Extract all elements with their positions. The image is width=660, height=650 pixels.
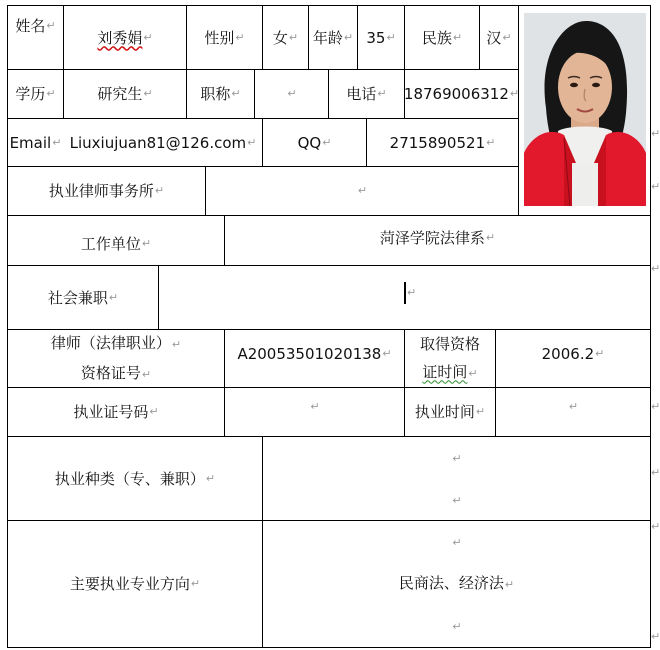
paragraph-mark-icon: ↵ bbox=[247, 135, 257, 149]
phone-value-cell[interactable] bbox=[405, 70, 518, 118]
practice-type-label: 执业种类（专、兼职） bbox=[54, 469, 205, 488]
work-unit-label-cell bbox=[8, 222, 224, 265]
gender-value-cell[interactable] bbox=[263, 6, 308, 69]
paragraph-mark-icon: ↵ bbox=[52, 135, 62, 149]
specialty-value[interactable]: 民商法、经济法 bbox=[398, 574, 504, 592]
paragraph-mark-icon: ↵ bbox=[46, 87, 56, 100]
work-unit-label: 工作单位 bbox=[80, 234, 141, 253]
cert-value[interactable]: A20053501020138 bbox=[237, 345, 382, 363]
row-end-mark-icon: ↵ bbox=[651, 466, 660, 479]
ethnicity-value[interactable]: 汉 bbox=[486, 28, 502, 47]
qq-label: QQ bbox=[297, 133, 322, 152]
rule bbox=[650, 5, 651, 648]
gender-label: 性别 bbox=[204, 28, 235, 47]
qq-label-cell bbox=[263, 119, 366, 166]
age-value-cell[interactable] bbox=[358, 6, 404, 69]
paragraph-mark-icon: ↵ bbox=[322, 135, 332, 149]
part-time-label-cell bbox=[8, 266, 158, 329]
paragraph-mark-icon: ↵ bbox=[468, 366, 478, 380]
specialty-label-cell bbox=[8, 521, 262, 647]
education-label: 学历 bbox=[15, 85, 46, 103]
paragraph-mark-icon: ↵ bbox=[235, 30, 245, 44]
qual-date-value-cell[interactable] bbox=[496, 330, 650, 378]
row-end-mark-icon: ↵ bbox=[651, 262, 660, 275]
paragraph-mark-icon: ↵ bbox=[149, 405, 159, 418]
work-unit-value-cell[interactable] bbox=[225, 216, 650, 260]
email-label-cell bbox=[8, 119, 63, 166]
cert-label-line2: 资格证号 bbox=[80, 363, 141, 382]
ethnicity-label: 民族 bbox=[421, 28, 452, 47]
education-label-cell bbox=[8, 70, 63, 118]
paragraph-mark-icon: ↵ bbox=[143, 87, 153, 100]
firm-label-cell bbox=[8, 167, 205, 215]
practice-type-label-cell bbox=[8, 437, 262, 520]
gender-value[interactable]: 女 bbox=[272, 28, 288, 47]
paragraph-mark-icon: ↵ bbox=[475, 405, 486, 418]
paragraph-mark-icon: ↵ bbox=[452, 451, 462, 465]
name-value-cell[interactable] bbox=[64, 6, 186, 69]
paragraph-mark-icon: ↵ bbox=[485, 231, 496, 244]
paragraph-mark-icon: ↵ bbox=[452, 30, 463, 44]
qq-value-cell[interactable] bbox=[367, 119, 518, 166]
education-value[interactable]: 研究生 bbox=[97, 85, 143, 103]
license-no-label: 执业证号码 bbox=[73, 403, 149, 421]
paragraph-mark-icon: ↵ bbox=[108, 290, 119, 304]
specialty-value-cell[interactable] bbox=[263, 521, 650, 647]
paragraph-mark-icon: ↵ bbox=[509, 87, 520, 100]
name-label-cell bbox=[8, 6, 63, 46]
paragraph-mark-icon: ↵ bbox=[154, 184, 165, 197]
paragraph-mark-icon: ↵ bbox=[171, 337, 182, 351]
row-end-mark-icon: ↵ bbox=[651, 630, 660, 643]
portrait-photo-graphic bbox=[524, 13, 646, 206]
paragraph-mark-icon: ↵ bbox=[141, 236, 152, 250]
paragraph-mark-icon: ↵ bbox=[452, 536, 462, 549]
cert-value-cell[interactable] bbox=[225, 330, 404, 378]
paragraph-mark-icon: ↵ bbox=[504, 578, 515, 591]
email-value[interactable]: Liuxiujuan81@126.com bbox=[69, 133, 247, 152]
phone-label: 电话 bbox=[346, 85, 377, 103]
paragraph-mark-icon: ↵ bbox=[46, 19, 56, 32]
specialty-label: 主要执业专业方向 bbox=[69, 575, 190, 593]
paragraph-mark-icon: ↵ bbox=[502, 30, 512, 44]
paragraph-mark-icon: ↵ bbox=[190, 577, 201, 590]
license-no-value-cell[interactable] bbox=[225, 388, 404, 426]
paragraph-mark-icon: ↵ bbox=[386, 30, 396, 44]
paragraph-mark-icon: ↵ bbox=[452, 493, 462, 507]
paragraph-mark-icon: ↵ bbox=[231, 87, 241, 100]
practice-time-label-cell bbox=[405, 388, 495, 436]
email-value-cell[interactable] bbox=[64, 119, 262, 166]
qual-date-label-line2: 证时间 bbox=[422, 362, 468, 381]
title-label-cell bbox=[187, 70, 254, 118]
paragraph-mark-icon: ↵ bbox=[141, 367, 152, 381]
paragraph-mark-icon: ↵ bbox=[143, 30, 153, 44]
title-label: 职称 bbox=[200, 85, 231, 103]
firm-label: 执业律师事务所 bbox=[48, 182, 154, 200]
paragraph-mark-icon: ↵ bbox=[595, 347, 605, 360]
paragraph-mark-icon: ↵ bbox=[205, 471, 216, 485]
name-value[interactable]: 刘秀娟 bbox=[97, 28, 143, 47]
title-value-cell[interactable] bbox=[255, 70, 328, 118]
practice-time-label: 执业时间 bbox=[414, 403, 475, 421]
paragraph-mark-icon: ↵ bbox=[452, 620, 462, 633]
paragraph-mark-icon: ↵ bbox=[343, 30, 354, 44]
paragraph-mark-icon: ↵ bbox=[310, 400, 320, 413]
rule bbox=[518, 5, 519, 216]
work-unit-value[interactable]: 菏泽学院法律系 bbox=[379, 229, 485, 247]
age-label: 年龄 bbox=[312, 28, 343, 47]
email-label: Email bbox=[9, 133, 52, 152]
phone-label-cell bbox=[329, 70, 404, 118]
part-time-label: 社会兼职 bbox=[47, 288, 108, 307]
rule bbox=[7, 647, 651, 648]
license-no-label-cell bbox=[8, 388, 224, 436]
phone-value[interactable]: 18769006312 bbox=[403, 85, 509, 103]
qq-value[interactable]: 2715890521 bbox=[389, 133, 486, 152]
row-end-mark-icon: ↵ bbox=[651, 400, 660, 413]
firm-value-cell[interactable] bbox=[206, 167, 518, 215]
paragraph-mark-icon: ↵ bbox=[357, 184, 368, 197]
qual-date-label-cell bbox=[405, 330, 495, 387]
paragraph-mark-icon: ↵ bbox=[287, 87, 297, 100]
cert-label-line1: 律师（法律职业） bbox=[50, 333, 171, 352]
name-label: 姓名 bbox=[15, 17, 46, 35]
paragraph-mark-icon: ↵ bbox=[568, 400, 579, 413]
qual-date-label-line1: 取得资格 bbox=[419, 334, 480, 353]
age-label-cell bbox=[309, 6, 357, 69]
age-value[interactable]: 35 bbox=[366, 28, 386, 47]
row-end-mark-icon: ↵ bbox=[651, 127, 660, 140]
gender-label-cell bbox=[187, 6, 262, 69]
education-value-cell[interactable] bbox=[64, 70, 186, 118]
practice-time-value-cell[interactable] bbox=[496, 388, 650, 426]
practice-type-value-cell[interactable] bbox=[263, 437, 650, 520]
paragraph-mark-icon: ↵ bbox=[288, 30, 299, 44]
portrait-photo bbox=[524, 13, 646, 206]
paragraph-mark-icon: ↵ bbox=[486, 135, 496, 149]
qual-date-value[interactable]: 2006.2 bbox=[541, 345, 595, 363]
row-end-mark-icon: ↵ bbox=[651, 180, 660, 193]
paragraph-mark-icon: ↵ bbox=[407, 286, 417, 299]
text-cursor bbox=[404, 282, 406, 304]
paragraph-mark-icon: ↵ bbox=[382, 347, 392, 360]
paragraph-mark-icon: ↵ bbox=[377, 87, 387, 100]
ethnicity-label-cell bbox=[405, 6, 479, 69]
ethnicity-value-cell[interactable] bbox=[480, 6, 518, 69]
row-end-mark-icon: ↵ bbox=[651, 520, 660, 533]
cert-label-cell bbox=[8, 330, 224, 387]
